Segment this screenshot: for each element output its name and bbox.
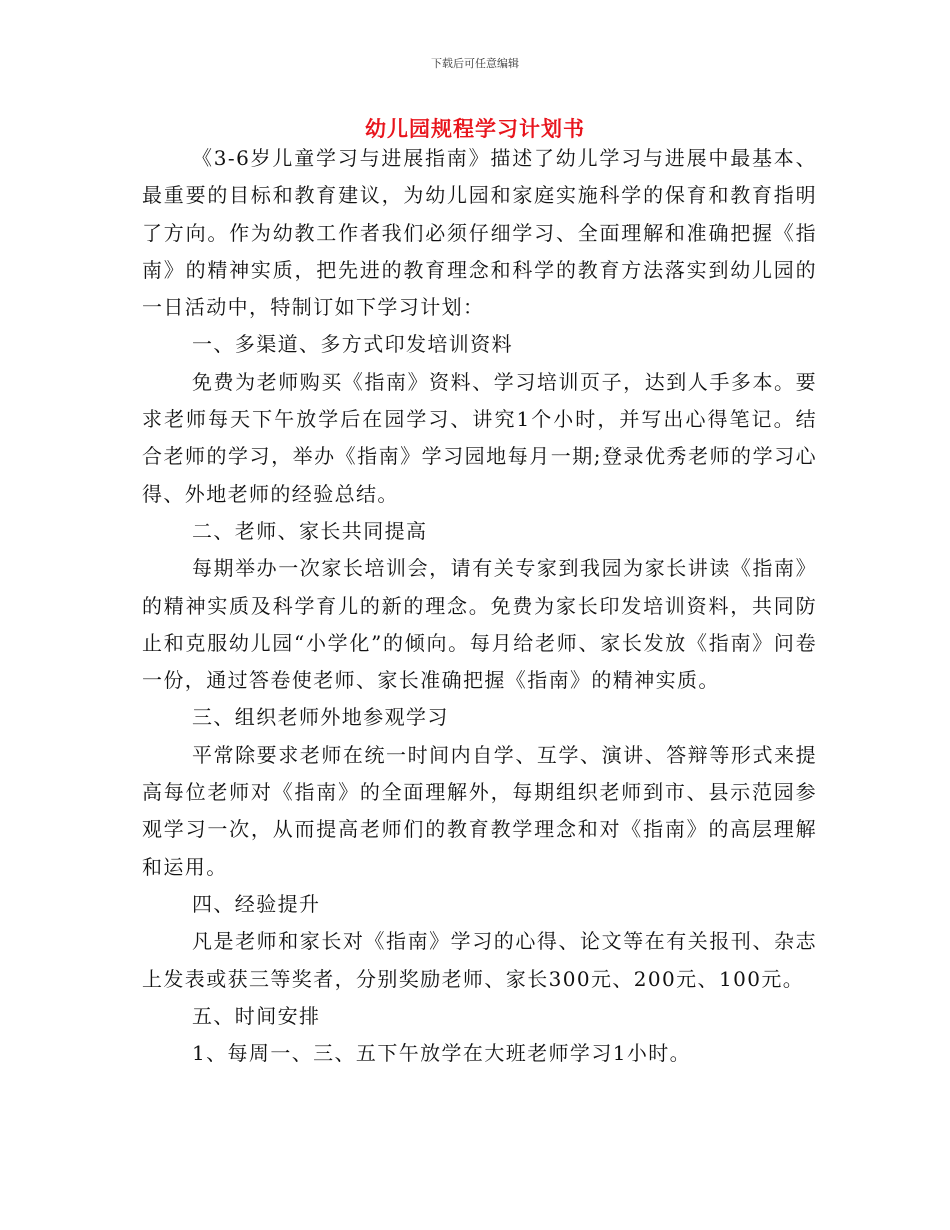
section-paragraph-3: 平常除要求老师在统一时间内自学、互学、演讲、答辩等形式来提高每位老师对《指南》的全面理解外，每期组织老师到市、县示范园参观学习一次，从而提高老师们的教育教学理念和对《指南》的高层理解和运用。: [142, 742, 817, 879]
header-note: 下载后可任意编辑: [431, 57, 519, 70]
section-heading-5: 五、时间安排: [192, 1003, 321, 1028]
section-paragraph-2: 每期举办一次家长培训会，请有关专家到我园为家长讲读《指南》的精神实质及科学育儿的新的理念。免费为家长印发培训资料，共同防止和克服幼儿园“小学化”的倾向。每月给老师、家长发放《指南》问卷一份，通过答卷使老师、家长准确把握《指南》的精神实质。: [142, 556, 817, 693]
section-heading-2: 二、老师、家长共同提高: [192, 518, 428, 543]
section-heading-4: 四、经验提升: [192, 891, 321, 916]
section-paragraph-5: 1、每周一、三、五下午放学在大班老师学习1小时。: [192, 1041, 692, 1066]
document-body: [142, 140, 817, 1072]
intro-paragraph: 《3-6岁儿童学习与进展指南》描述了幼儿学习与进展中最基本、最重要的目标和教育建议，为幼儿园和家庭实施科学的保育和教育指明了方向。作为幼教工作者我们必须仔细学习、全面理解和准确把握《指南》的精神实质，把先进的教育理念和科学的教育方法落实到幼儿园的一日活动中，特制订如下学习计划：: [142, 146, 817, 320]
section-heading-3: 三、组织老师外地参观学习: [192, 705, 449, 730]
section-paragraph-1: 免费为老师购买《指南》资料、学习培训页子，达到人手多本。要求老师每天下午放学后在园学习、讲究1个小时，并写出心得笔记。结合老师的学习，举办《指南》学习园地每月一期;登录优秀老师的学习心得、外地老师的经验总结。: [142, 369, 817, 506]
section-paragraph-4: 凡是老师和家长对《指南》学习的心得、论文等在有关报刊、杂志上发表或获三等奖者，分别奖励老师、家长300元、200元、100元。: [142, 929, 817, 991]
section-heading-1: 一、多渠道、多方式印发培训资料: [192, 332, 513, 357]
document-title: 幼儿园规程学习计划书: [365, 116, 585, 141]
